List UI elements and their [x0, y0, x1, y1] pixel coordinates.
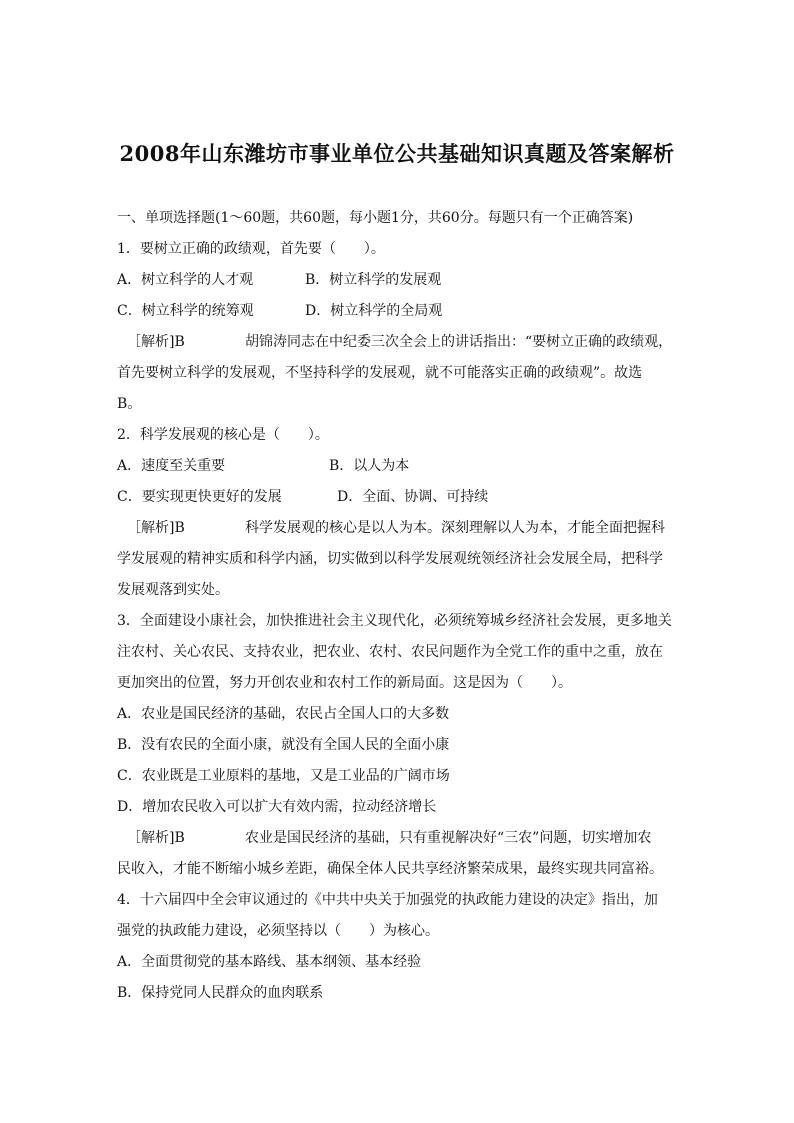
question-4-stem-2: 强党的执政能力建设，必须坚持以（ ）为核心。	[117, 923, 439, 939]
analysis-label: ［解析]B	[127, 334, 185, 350]
question-4-option-b: B．保持党同人民群众的血肉联系	[117, 985, 324, 1001]
question-2-options-row-1	[117, 451, 677, 482]
analysis-text: 农业是国民经济的基础，只有重视解决好“三农”问题，切实增加农	[245, 830, 652, 846]
question-3-stem-2: 注农村、关心农民、支持农业，把农业、农村、农民问题作为全党工作的重中之重，放在	[117, 644, 663, 660]
question-2-stem: 2．科学发展观的核心是（ ）。	[117, 427, 329, 443]
question-3-option-c: C．农业既是工业原料的基地，又是工业品的广阔市场	[117, 768, 450, 784]
question-1-option-b: B．树立科学的发展观	[305, 272, 442, 288]
question-3-option-d: D．增加农民收入可以扩大有效内需，拉动经济增长	[117, 799, 437, 815]
question-3-option-a: A．农业是国民经济的基础，农民占全国人口的大多数	[117, 706, 450, 722]
page-title: 2008年山东潍坊市事业单位公共基础知识真题及答案解析	[119, 141, 675, 166]
question-2-options-row-2	[117, 482, 677, 513]
question-1-stem: 1．要树立正确的政绩观，首先要（ ）。	[117, 241, 385, 257]
question-3-option-b: B．没有农民的全面小康，就没有全国人民的全面小康	[117, 737, 450, 753]
question-2-analysis-cont-2: 发展观落到实处。	[117, 582, 229, 598]
question-3-stem-1: 3．全面建设小康社会，加快推进社会主义现代化，必须统筹城乡经济社会发展，更多地关	[117, 613, 672, 629]
question-1-options-row-2	[117, 296, 677, 327]
analysis-label: ［解析]B	[127, 520, 185, 536]
question-4-option-a: A．全面贯彻党的基本路线、基本纲领、基本经验	[117, 954, 422, 970]
question-1-option-c: C．树立科学的统筹观	[117, 303, 254, 319]
question-2-option-b: B．以人为本	[329, 458, 410, 474]
question-2-option-a: A．速度至关重要	[117, 458, 226, 474]
question-1-options-row-1	[117, 265, 677, 296]
analysis-text: 胡锦涛同志在中纪委三次全会上的讲话指出：“要树立正确的政绩观，	[245, 334, 673, 350]
question-1-option-a: A．树立科学的人才观	[117, 272, 254, 288]
analysis-label: ［解析]B	[127, 830, 185, 846]
question-2-analysis-cont-1: 学发展观的精神实质和科学内涵，切实做到以科学发展观统领经济社会发展全局，把科学	[117, 551, 663, 567]
question-2-option-c: C．要实现更快更好的发展	[117, 489, 282, 505]
question-1-option-d: D．树立科学的全局观	[305, 303, 443, 319]
question-4-stem-1: 4．十六届四中全会审议通过的《中共中央关于加强党的执政能力建设的决定》指出，加	[117, 892, 658, 908]
question-3-stem-3: 更加突出的位置，努力开创农业和农村工作的新局面。这是因为（ ）。	[117, 675, 572, 691]
question-2-option-d: D．全面、协调、可持续	[337, 489, 489, 505]
analysis-text: 科学发展观的核心是以人为本。深刻理解以人为本，才能全面把握科	[245, 520, 665, 536]
question-3-analysis	[117, 823, 677, 854]
question-1-analysis	[117, 327, 677, 358]
question-1-analysis-cont-2: B。	[117, 396, 142, 412]
question-1-analysis-cont-1: 首先要树立科学的发展观，不坚持科学的发展观，就不可能落实正确的政绩观”。故选	[117, 365, 643, 381]
question-3-analysis-cont-1: 民收入，才能不断缩小城乡差距，确保全体人民共享经济繁荣成果，最终实现共同富裕。	[117, 861, 663, 877]
question-2-analysis	[117, 513, 677, 544]
section-heading: 一、单项选择题(1～60题，共60题，每小题1分，共60分。每题只有一个正确答案)	[117, 210, 634, 226]
document-body	[117, 203, 677, 1009]
